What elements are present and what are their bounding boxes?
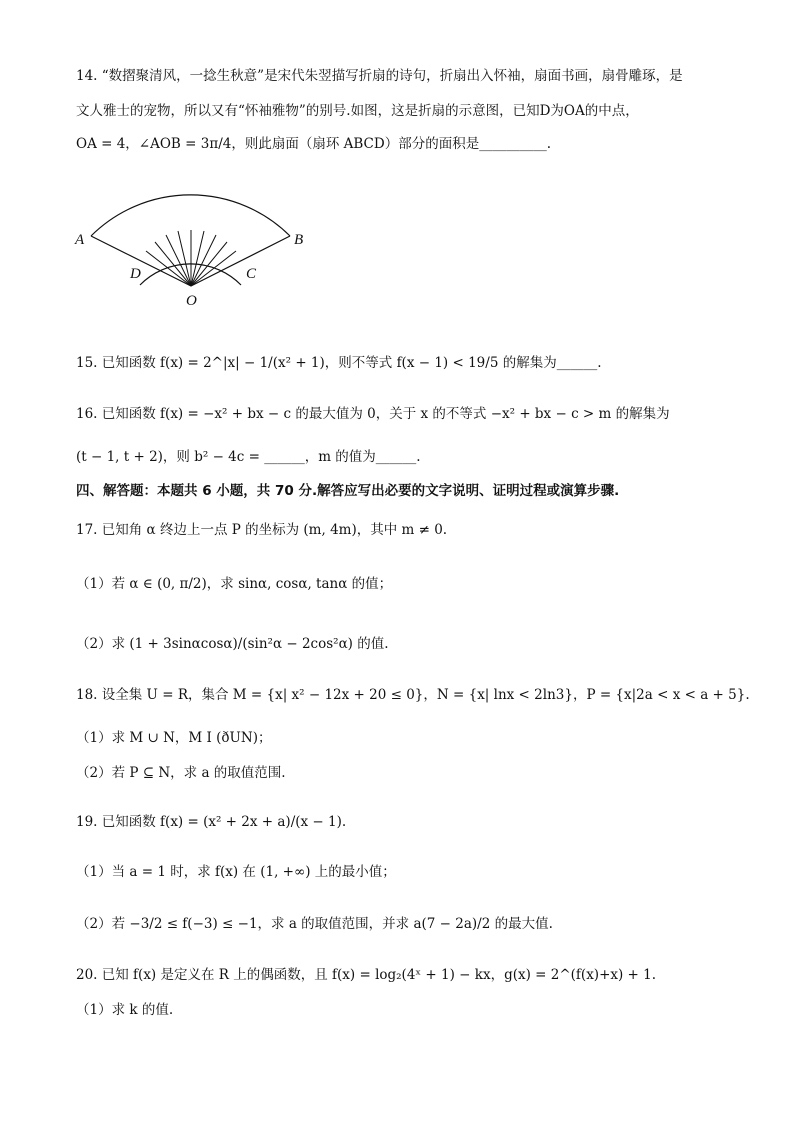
q14-line-3: OA = 4，∠AOB = 3π/4，则此扇面（扇环 ABCD）部分的面积是__________. [76, 136, 551, 152]
label-O: O [186, 293, 197, 309]
section-4-heading: 四、解答题：本题共 6 小题，共 70 分.解答应写出必要的文字说明、证明过程或演算步骤. [76, 483, 620, 499]
q16-line-2: (t − 1, t + 2)，则 b² − 4c = ______，m 的值为______. [76, 449, 421, 465]
q14-line-1: 14. “数摺聚清风，一捻生秋意”是宋代朱翌描写折扇的诗句，折扇出入怀袖，扇面书画，扇骨雕琢，是 [76, 68, 683, 84]
outer-arc [91, 195, 290, 236]
label-D: D [130, 266, 141, 282]
edge-OB [191, 236, 290, 286]
q16-line-1: 16. 已知函数 f(x) = −x² + bx − c 的最大值为 0，关于 x 的不等式 −x² + bx − c > m 的解集为 [76, 406, 670, 422]
q19-part-2: （2）若 −3/2 ≤ f(−3) ≤ −1，求 a 的取值范围，并求 a(7 − 2a)/2 的最大值. [76, 916, 553, 932]
label-A: A [75, 232, 85, 248]
q19-line: 19. 已知函数 f(x) = (x² + 2x + a)/(x − 1). [76, 814, 347, 830]
q17-line: 17. 已知角 α 终边上一点 P 的坐标为 (m, 4m)，其中 m ≠ 0. [76, 522, 448, 538]
q15-line: 15. 已知函数 f(x) = 2^|x| − 1/(x² + 1)，则不等式 f(x − 1) < 19/5 的解集为______. [76, 355, 602, 371]
fan-ribs [146, 230, 236, 286]
q17-part-2: （2）求 (1 + 3sinαcosα)/(sin²α − 2cos²α) 的值. [76, 636, 389, 652]
q20-line: 20. 已知 f(x) 是定义在 R 上的偶函数，且 f(x) = log₂(4ˣ + 1) − kx，g(x) = 2^(f(x)+x) + 1. [76, 967, 657, 983]
label-B: B [294, 232, 304, 248]
q18-part-2: （2）若 P ⊆ N，求 a 的取值范围. [76, 765, 286, 781]
edge-OA [91, 236, 191, 286]
q18-line: 18. 设全集 U = R，集合 M = {x| x² − 12x + 20 ≤ 0}，N = {x| lnx < 2ln3}，P = {x|2a < x < a + 5}. [76, 687, 750, 703]
label-C: C [246, 266, 257, 282]
q20-part-1: （1）求 k 的值. [76, 1002, 174, 1018]
q18-part-1: （1）求 M ∪ N，M I (ðUN)； [76, 730, 272, 746]
q14-line-2: 文人雅士的宠物，所以又有“怀袖雅物”的别号.如图，这是折扇的示意图，已知D为OA的中点， [76, 103, 639, 119]
q17-part-1: （1）若 α ∈ (0, π/2)，求 sinα, cosα, tanα 的值； [76, 576, 393, 592]
q19-part-1: （1）当 a = 1 时，求 f(x) 在 (1, +∞) 上的最小值； [76, 864, 396, 880]
folding-fan-figure [70, 165, 330, 315]
